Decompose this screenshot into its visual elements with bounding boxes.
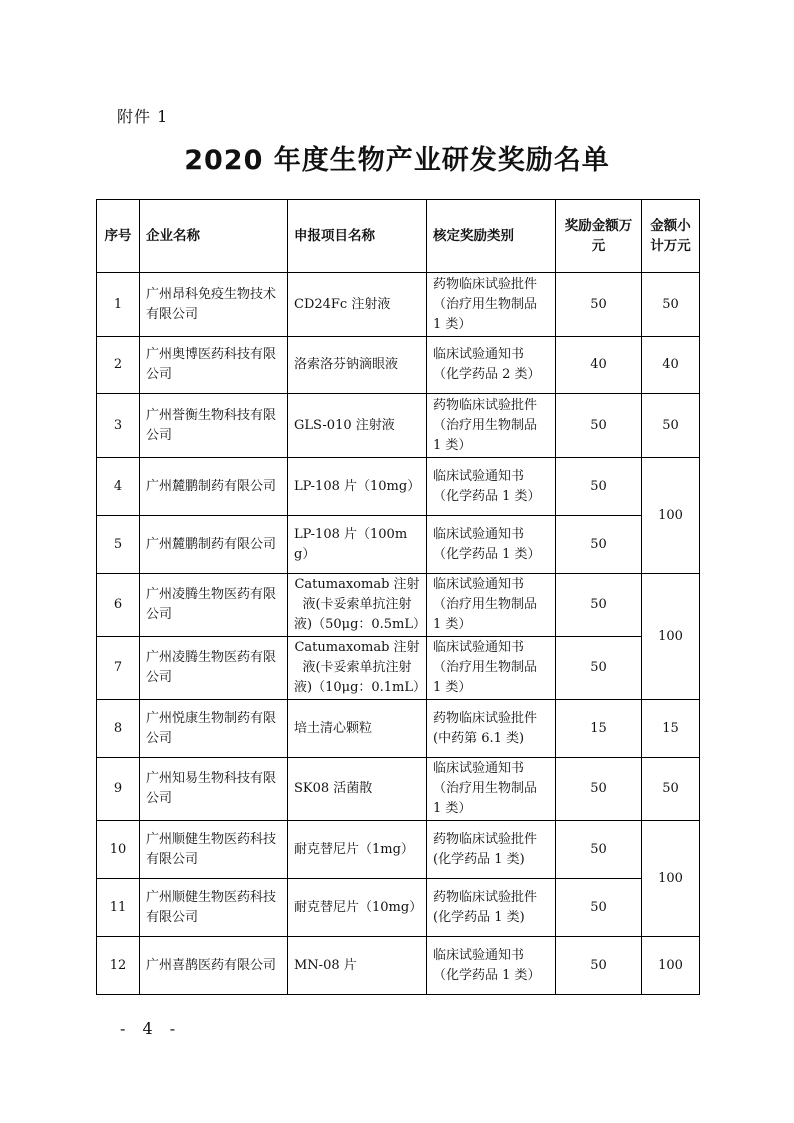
cell-subtotal: 100 [642,458,700,574]
cell-category: 临床试验通知书（化学药品 1 类） [427,458,556,516]
table-row [97,821,700,879]
cell-amount: 50 [556,879,642,937]
header-amount: 奖励金额万元 [556,200,642,273]
table-row [97,758,700,821]
cell-company: 广州昂科免疫生物技术有限公司 [140,273,288,337]
cell-subtotal: 100 [642,821,700,937]
cell-project: LP-108 片（100mg） [288,516,427,574]
cell-project: 耐克替尼片（1mg） [288,821,427,879]
cell-amount: 50 [556,758,642,821]
cell-project: MN-08 片 [288,937,427,995]
cell-subtotal: 100 [642,937,700,995]
cell-seq: 12 [97,937,140,995]
page-number: - 4 - [120,1019,182,1038]
cell-project: Catumaxomab 注射液(卡妥索单抗注射液)（10μg：0.1mL） [288,637,427,700]
cell-company: 广州喜鹊医药有限公司 [140,937,288,995]
header-subtotal: 金额小计万元 [642,200,700,273]
cell-category: 临床试验通知书（治疗用生物制品 1 类） [427,758,556,821]
table-header-row [97,200,700,273]
cell-category: 药物临床试验批件（治疗用生物制品 1 类） [427,394,556,458]
cell-company: 广州麓鹏制药有限公司 [140,516,288,574]
cell-amount: 50 [556,458,642,516]
cell-seq: 11 [97,879,140,937]
cell-seq: 3 [97,394,140,458]
cell-amount: 50 [556,273,642,337]
cell-amount: 40 [556,337,642,394]
cell-project: SK08 活菌散 [288,758,427,821]
cell-seq: 2 [97,337,140,394]
cell-project: 培土清心颗粒 [288,700,427,758]
cell-seq: 8 [97,700,140,758]
cell-company: 广州顺健生物医药科技有限公司 [140,879,288,937]
cell-seq: 7 [97,637,140,700]
table-row [97,937,700,995]
cell-amount: 50 [556,821,642,879]
cell-subtotal: 50 [642,394,700,458]
document-title: 2020 年度生物产业研发奖励名单 [184,145,610,176]
cell-company: 广州知易生物科技有限公司 [140,758,288,821]
cell-subtotal: 15 [642,700,700,758]
cell-category: 临床试验通知书（治疗用生物制品 1 类） [427,574,556,637]
cell-seq: 5 [97,516,140,574]
cell-category: 临床试验通知书（治疗用生物制品 1 类） [427,637,556,700]
cell-project: LP-108 片（10mg） [288,458,427,516]
cell-seq: 1 [97,273,140,337]
cell-seq: 4 [97,458,140,516]
cell-seq: 10 [97,821,140,879]
cell-amount: 50 [556,394,642,458]
table-row [97,394,700,458]
cell-project: CD24Fc 注射液 [288,273,427,337]
table-row [97,700,700,758]
cell-category: 药物临床试验批件(化学药品 1 类) [427,879,556,937]
table-row [97,516,700,574]
cell-subtotal: 50 [642,758,700,821]
cell-category: 药物临床试验批件(化学药品 1 类) [427,821,556,879]
cell-company: 广州奥博医药科技有限公司 [140,337,288,394]
table-row [97,458,700,516]
cell-category: 临床试验通知书（化学药品 1 类） [427,937,556,995]
cell-category: 临床试验通知书（化学药品 1 类） [427,516,556,574]
table-row [97,879,700,937]
cell-company: 广州顺健生物医药科技有限公司 [140,821,288,879]
cell-project: GLS-010 注射液 [288,394,427,458]
cell-company: 广州凌腾生物医药有限公司 [140,637,288,700]
award-table [96,199,700,995]
cell-category: 临床试验通知书（化学药品 2 类） [427,337,556,394]
cell-seq: 9 [97,758,140,821]
table-row [97,337,700,394]
cell-company: 广州麓鹏制药有限公司 [140,458,288,516]
table-row [97,273,700,337]
annex-label: 附件 1 [117,107,169,126]
table-row [97,574,700,637]
cell-subtotal: 50 [642,273,700,337]
cell-project: Catumaxomab 注射液(卡妥索单抗注射液)（50μg：0.5mL） [288,574,427,637]
table-row [97,637,700,700]
cell-subtotal: 100 [642,574,700,700]
cell-amount: 15 [556,700,642,758]
header-seq: 序号 [97,200,140,273]
cell-project: 耐克替尼片（10mg） [288,879,427,937]
cell-category: 药物临床试验批件（治疗用生物制品 1 类） [427,273,556,337]
cell-amount: 50 [556,937,642,995]
cell-category: 药物临床试验批件(中药第 6.1 类) [427,700,556,758]
header-company: 企业名称 [140,200,288,273]
cell-amount: 50 [556,637,642,700]
cell-seq: 6 [97,574,140,637]
header-category: 核定奖励类别 [427,200,556,273]
cell-company: 广州誉衡生物科技有限公司 [140,394,288,458]
cell-company: 广州悦康生物制药有限公司 [140,700,288,758]
cell-project: 洛索洛芬钠滴眼液 [288,337,427,394]
cell-amount: 50 [556,516,642,574]
cell-subtotal: 40 [642,337,700,394]
cell-company: 广州凌腾生物医药有限公司 [140,574,288,637]
cell-amount: 50 [556,574,642,637]
header-project: 申报项目名称 [288,200,427,273]
